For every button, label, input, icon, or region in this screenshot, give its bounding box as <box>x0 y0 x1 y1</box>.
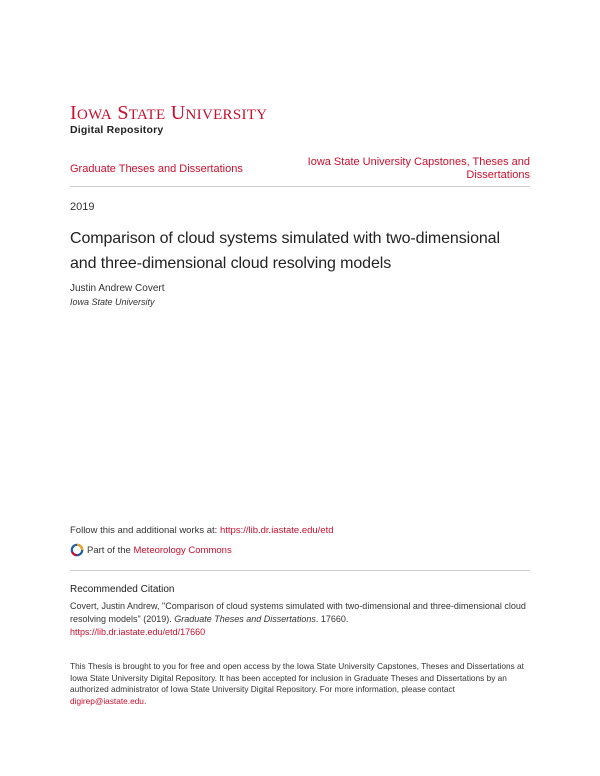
statement-text: This Thesis is brought to you for free and open access by the Iowa State University Capstones, Theses and Dissertations at Iowa State University Digital Repository. It has been accepted for inclusion in Graduate Theses and Dissertations by an authorized administrator of Iowa State University Digital Repository. For more information, please contact <box>70 661 524 694</box>
follow-link[interactable]: https://lib.dr.iastate.edu/etd <box>219 525 334 536</box>
author-name: Justin Andrew Covert <box>70 283 165 294</box>
citation-series: Graduate Theses and Dissertations <box>174 614 316 624</box>
access-statement <box>70 661 530 707</box>
logo-letter: S <box>117 102 129 124</box>
logo-text: NIVERSITY <box>185 107 268 123</box>
follow-line <box>70 525 334 536</box>
meteorology-commons-link[interactable]: Meteorology Commons <box>133 544 232 556</box>
logo-letter: I <box>70 102 77 124</box>
recommended-citation-heading: Recommended Citation <box>70 584 175 595</box>
collection-link-capstones[interactable]: Iowa State University Capstones, Theses and Dissertations <box>307 156 530 181</box>
citation-text <box>70 600 530 639</box>
publication-year: 2019 <box>70 201 95 213</box>
statement-end: . <box>143 695 147 706</box>
contact-email-link[interactable]: digirep@iastate.edu <box>70 695 144 706</box>
logo-text: TATE <box>128 107 166 123</box>
logo-letter: U <box>170 102 186 124</box>
logo-text: OWA <box>76 107 113 123</box>
part-of-label: Part of the <box>87 544 131 556</box>
divider <box>70 570 530 571</box>
part-of-line <box>70 543 232 557</box>
follow-label: Follow this and additional works at: <box>70 525 220 536</box>
collection-link-graduate-theses[interactable]: Graduate Theses and Dissertations <box>70 163 243 175</box>
citation-link[interactable]: https://lib.dr.iastate.edu/etd/17660 <box>70 627 206 637</box>
commons-network-icon <box>70 543 84 557</box>
citation-main: Covert, Justin Andrew, "Comparison of cloud systems simulated with two-dimensional and three-dimensional cloud resolving models" (2019). <box>70 601 526 624</box>
divider <box>70 186 530 187</box>
document-title: Comparison of cloud systems simulated with two-dimensional and three-dimensional cloud resolving models <box>70 230 500 272</box>
citation-number: . 17660. <box>315 614 349 624</box>
repository-subtitle: Digital Repository <box>70 124 164 136</box>
author-institution: Iowa State University <box>70 297 155 307</box>
